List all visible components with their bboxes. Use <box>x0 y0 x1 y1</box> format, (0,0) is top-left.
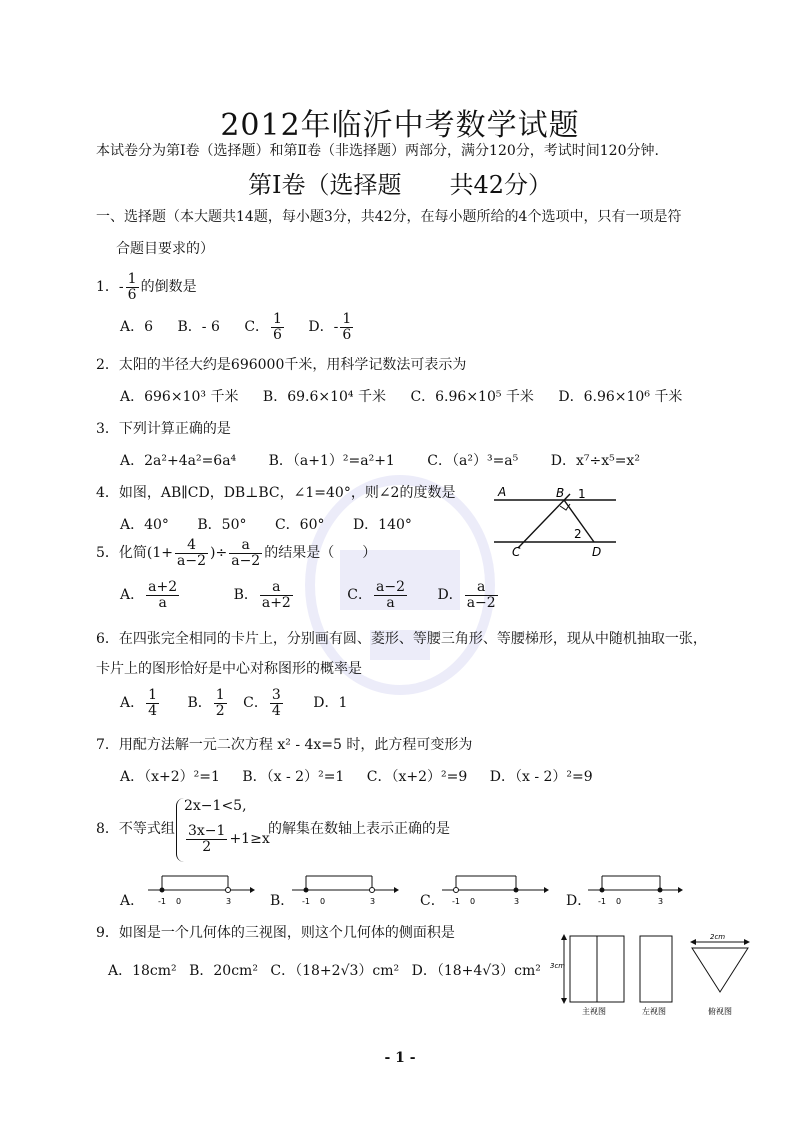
page-title: 2012年临沂中考数学试题 <box>220 108 580 143</box>
svg-text:3: 3 <box>370 897 376 906</box>
option-a: A．6 <box>120 319 154 336</box>
option-d: D．（18+4√3）cm² <box>411 963 541 979</box>
parallel-lines-figure <box>494 484 620 562</box>
question-4-options <box>120 514 412 534</box>
svg-text:-1: -1 <box>302 897 310 906</box>
number-line-c <box>440 870 550 908</box>
option-b: B． $\frac{1}{2}$ <box>187 687 225 719</box>
question-5: 5．化简(1+ $\frac{4}{a-2}$ )÷ $\frac{a}{a-2}$ 的结果是（ ） <box>96 537 377 569</box>
question-7: 7．用配方法解一元二次方程 x² - 4x=5 时，此方程可变形为 <box>96 737 473 753</box>
section1-heading: 一、选择题（本大题共14题，每小题3分，共42分，在每小题所给的4个选项中，只有一项是符 <box>96 209 682 225</box>
option-d-label: D． <box>566 893 592 909</box>
question-9-options <box>108 960 541 980</box>
option-a: A．696×10³ 千米 <box>120 389 239 405</box>
svg-text:B: B <box>556 486 565 500</box>
question-2: 2．太阳的半径大约是696000千米，用科学记数法可表示为 <box>96 357 467 373</box>
option-d: D．6.96×10⁶ 千米 <box>558 389 683 405</box>
svg-text:A: A <box>498 485 507 499</box>
number-line-b <box>290 870 400 908</box>
svg-text:0: 0 <box>470 897 476 906</box>
svg-text:主视图: 主视图 <box>582 1007 606 1016</box>
option-b: B． $\frac{a}{a+2}$ <box>233 579 291 611</box>
option-b: B．（a+1）²=a²+1 <box>268 453 395 469</box>
option-c: C．60° <box>274 517 325 533</box>
page-number: - 1 - <box>384 1050 416 1066</box>
option-d: D． $\frac{a}{a-2}$ <box>437 579 496 611</box>
question-8-prefix: 8．不等式组 <box>96 821 175 837</box>
option-b: B．（x - 2）²=1 <box>242 769 345 785</box>
question-6: 6．在四张完全相同的卡片上，分别画有圆、菱形、等腰三角形、等腰梯形，现从中随机抽取一张， <box>96 631 707 647</box>
option-a: A． $\frac{a+2}{a}$ <box>120 579 178 611</box>
svg-text:-1: -1 <box>452 897 460 906</box>
three-views-figure <box>548 930 770 1022</box>
svg-text:0: 0 <box>616 897 622 906</box>
svg-text:-1: -1 <box>158 897 166 906</box>
inequality-1: 2x−1<5, <box>184 798 247 814</box>
option-c-label: C． <box>420 893 445 909</box>
question-8-tail: 的解集在数轴上表示正确的是 <box>268 821 450 837</box>
question-6-cont: 卡片上的图形恰好是中心对称图形的概率是 <box>96 661 362 677</box>
option-d: D．1 <box>313 695 348 712</box>
svg-text:-1: -1 <box>598 897 606 906</box>
option-d: D．（x - 2）²=9 <box>489 769 593 785</box>
option-c: C．（a²）³=a⁵ <box>427 453 519 469</box>
svg-text:左视图: 左视图 <box>642 1007 666 1016</box>
question-2-options <box>120 386 682 406</box>
question-7-options <box>120 766 593 786</box>
svg-text:C: C <box>512 545 521 559</box>
svg-text:1: 1 <box>578 487 586 501</box>
question-5-options <box>120 580 500 610</box>
question-1: 1．- $\frac{1}{6}$ 的倒数是 <box>96 271 197 303</box>
option-b: B．50° <box>197 517 247 533</box>
question-6-options <box>120 688 347 718</box>
question-3: 3．下列计算正确的是 <box>96 421 231 437</box>
intro-text: 本试卷分为第Ⅰ卷（选择题）和第Ⅱ卷（非选择题）两部分，满分120分，考试时间120分钟. <box>96 143 659 159</box>
option-c: C．（18+2√3）cm² <box>270 963 400 979</box>
option-c: C． $\frac{a-2}{a}$ <box>347 579 405 611</box>
option-c: C． $\frac{3}{4}$ <box>243 687 281 719</box>
option-a: A．2a²+4a²=6a⁴ <box>120 453 237 469</box>
section1-heading-cont: 合题目要求的） <box>116 241 214 257</box>
option-c: C．（x+2）²=9 <box>366 769 468 785</box>
option-d: D．140° <box>352 517 412 533</box>
option-b: B．20cm² <box>189 963 258 979</box>
svg-text:3cm: 3cm <box>550 962 566 970</box>
svg-text:2cm: 2cm <box>710 933 726 941</box>
option-a-label: A． <box>120 893 145 909</box>
option-b: B．69.6×10⁴ 千米 <box>262 389 386 405</box>
svg-text:3: 3 <box>226 897 232 906</box>
option-a: A． $\frac{1}{4}$ <box>120 687 158 719</box>
option-c: C． $\frac{1}{6}$ <box>244 311 282 343</box>
question-3-options <box>120 450 640 470</box>
part1-title: 第Ⅰ卷（选择题 共42分） <box>247 171 553 199</box>
svg-text:3: 3 <box>514 897 520 906</box>
option-b-label: B． <box>270 893 295 909</box>
option-a: A．（x+2）²=1 <box>120 769 220 785</box>
option-a: A．40° <box>120 517 169 533</box>
svg-text:俯视图: 俯视图 <box>708 1007 732 1016</box>
svg-text:2: 2 <box>574 527 582 541</box>
question-1-options <box>120 312 355 342</box>
svg-text:3: 3 <box>658 897 664 906</box>
svg-text:0: 0 <box>176 897 182 906</box>
option-a: A．18cm² <box>108 963 177 979</box>
option-d: D．x⁷÷x⁵=x² <box>550 453 640 469</box>
option-c: C．6.96×10⁵ 千米 <box>410 389 534 405</box>
option-d: D．- $\frac{1}{6}$ <box>308 311 352 343</box>
option-b: B．- 6 <box>177 319 220 336</box>
number-line-a <box>146 870 256 908</box>
inequality-2: $\frac{3x-1}{2}$ +1≥x <box>188 823 270 855</box>
svg-text:0: 0 <box>320 897 326 906</box>
svg-text:D: D <box>592 545 602 559</box>
question-9: 9．如图是一个几何体的三视图，则这个几何体的侧面积是 <box>96 925 455 941</box>
number-line-d <box>586 870 686 908</box>
question-4: 4．如图，AB∥CD，DB⊥BC，∠1=40°，则∠2的度数是 <box>96 485 456 501</box>
